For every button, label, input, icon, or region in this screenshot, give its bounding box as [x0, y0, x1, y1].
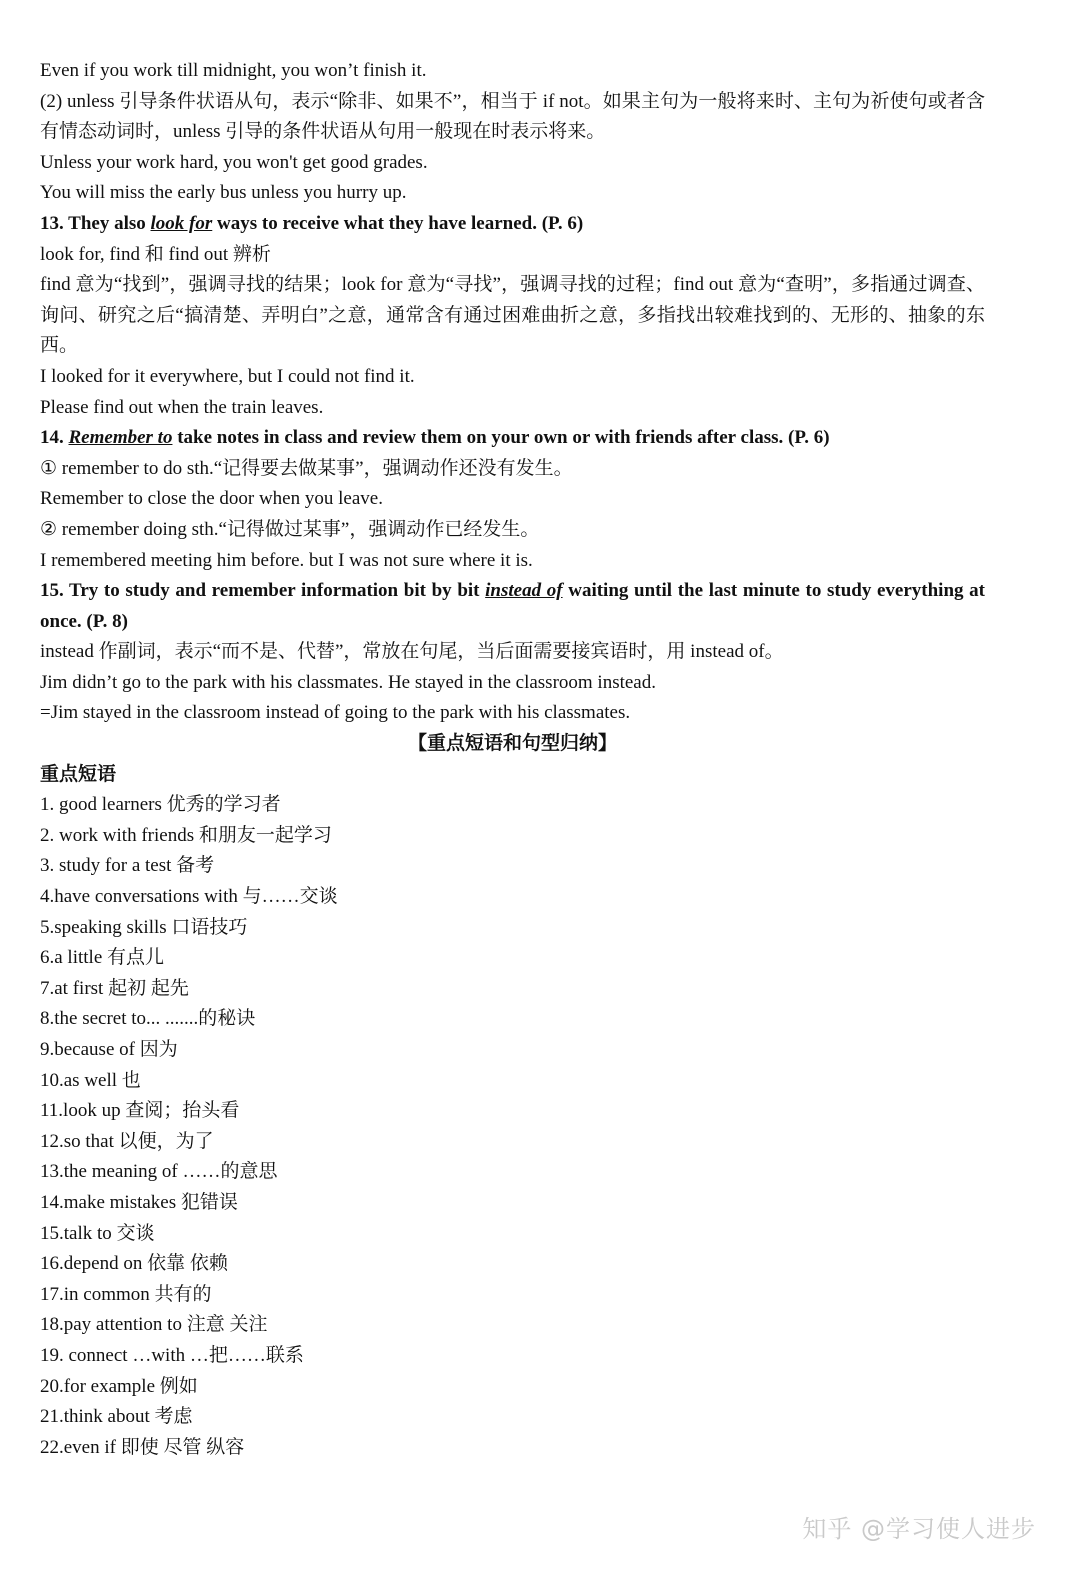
watermark: 知乎 @学习使人进步: [802, 1515, 1036, 1543]
phrase-item: 7.at first 起初 起先: [40, 977, 189, 999]
phrase-item: 18.pay attention to 注意 关注: [40, 1314, 268, 1336]
keyword-remember-to: Remember to: [68, 427, 173, 449]
phrase-item: 11.look up 查阅；抬头看: [40, 1100, 240, 1122]
text-line: Remember to close the door when you leave.: [40, 488, 383, 510]
phrase-item: 21.think about 考虑: [40, 1406, 193, 1428]
item-13-heading: [40, 209, 985, 240]
phrase-item: 15.talk to 交谈: [40, 1222, 155, 1244]
heading-text: 14.: [40, 427, 69, 449]
phrase-item: 13.the meaning of ……的意思: [40, 1161, 278, 1183]
text-line: Even if you work till midnight, you won’t finish it.: [40, 60, 427, 81]
phrase-item: 3. study for a test 备考: [40, 855, 215, 877]
heading-text: 15. Try to study and remember information bit by bit: [40, 580, 486, 602]
text-line: I remembered meeting him before. but I was not sure where it is.: [40, 549, 533, 571]
phrases-heading: 重点短语: [40, 763, 117, 785]
phrase-item: 10.as well 也: [40, 1069, 141, 1091]
heading-text: 13. They also: [40, 212, 151, 234]
phrase-item: 20.for example 例如: [40, 1375, 198, 1397]
text-line: =Jim stayed in the classroom instead of going to the park with his classmates.: [40, 702, 631, 724]
phrase-item: 5.speaking skills 口语技巧: [40, 916, 248, 938]
text-line: ① remember to do sth.“记得要去做某事”，强调动作还没有发生。: [40, 457, 573, 479]
document-page: [40, 56, 985, 1463]
phrase-item: 16.depend on 依靠 依赖: [40, 1253, 228, 1275]
text-line: Please find out when the train leaves.: [40, 396, 324, 418]
text-line: instead 作副词，表示“而不是、代替”，常放在句尾，当后面需要接宾语时，用 instead of。: [40, 641, 784, 663]
phrase-item: 22.even if 即使 尽管 纵容: [40, 1436, 245, 1458]
phrase-item: 12.so that 以便，为了: [40, 1130, 214, 1152]
heading-text: waiting until the last minute to study everything at once. (P. 8): [40, 580, 985, 632]
text-line: You will miss the early bus unless you hurry up.: [40, 182, 407, 204]
phrase-item: 9.because of 因为: [40, 1039, 178, 1060]
text-paragraph: find 意为“找到”，强调寻找的结果；look for 意为“寻找”，强调寻找的过程；find out 意为“查明”，多指通过调查、询问、研究之后“搞清楚、弄明白”之意，通常含有通过困难曲折之意，多指找出较难找到的、无形的、抽象的东西。: [40, 274, 985, 357]
item-15-heading: [40, 576, 985, 637]
phrase-item: 1. good learners 优秀的学习者: [40, 794, 281, 816]
text-line: Jim didn’t go to the park with his classmates. He stayed in the classroom instead.: [40, 671, 656, 693]
heading-text: take notes in class and review them on your own or with friends after class. (P. 6): [172, 427, 830, 449]
phrase-item: 19. connect …with …把……联系: [40, 1344, 304, 1366]
phrase-item: 8.the secret to... .......的秘诀: [40, 1008, 256, 1030]
phrase-item: 2. work with friends 和朋友一起学习: [40, 824, 332, 846]
text-line: ② remember doing sth.“记得做过某事”，强调动作已经发生。: [40, 518, 540, 540]
text-line: look for, find 和 find out 辨析: [40, 243, 271, 265]
phrase-item: 4.have conversations with 与……交谈: [40, 886, 338, 908]
phrase-item: 17.in common 共有的: [40, 1283, 212, 1305]
phrase-item: 14.make mistakes 犯错误: [40, 1191, 238, 1213]
item-14-heading: [40, 423, 985, 454]
heading-text: ways to receive what they have learned. (P. 6): [212, 212, 584, 234]
text-line: I looked for it everywhere, but I could not find it.: [40, 365, 415, 387]
phrase-list: [40, 790, 985, 1463]
text-line: Unless your work hard, you won't get good grades.: [40, 151, 428, 173]
keyword-look-for: look for: [150, 212, 213, 234]
text-paragraph: (2) unless 引导条件状语从句，表示“除非、如果不”，相当于 if not。如果主句为一般将来时、主句为祈使句或者含有情态动词时，unless 引导的条件状语从句用一般现在时表示将来。: [40, 90, 985, 143]
phrase-item: 6.a little 有点儿: [40, 947, 165, 969]
section-title: 【重点短语和句型归纳】: [407, 733, 617, 755]
keyword-instead-of: instead of: [485, 580, 563, 602]
